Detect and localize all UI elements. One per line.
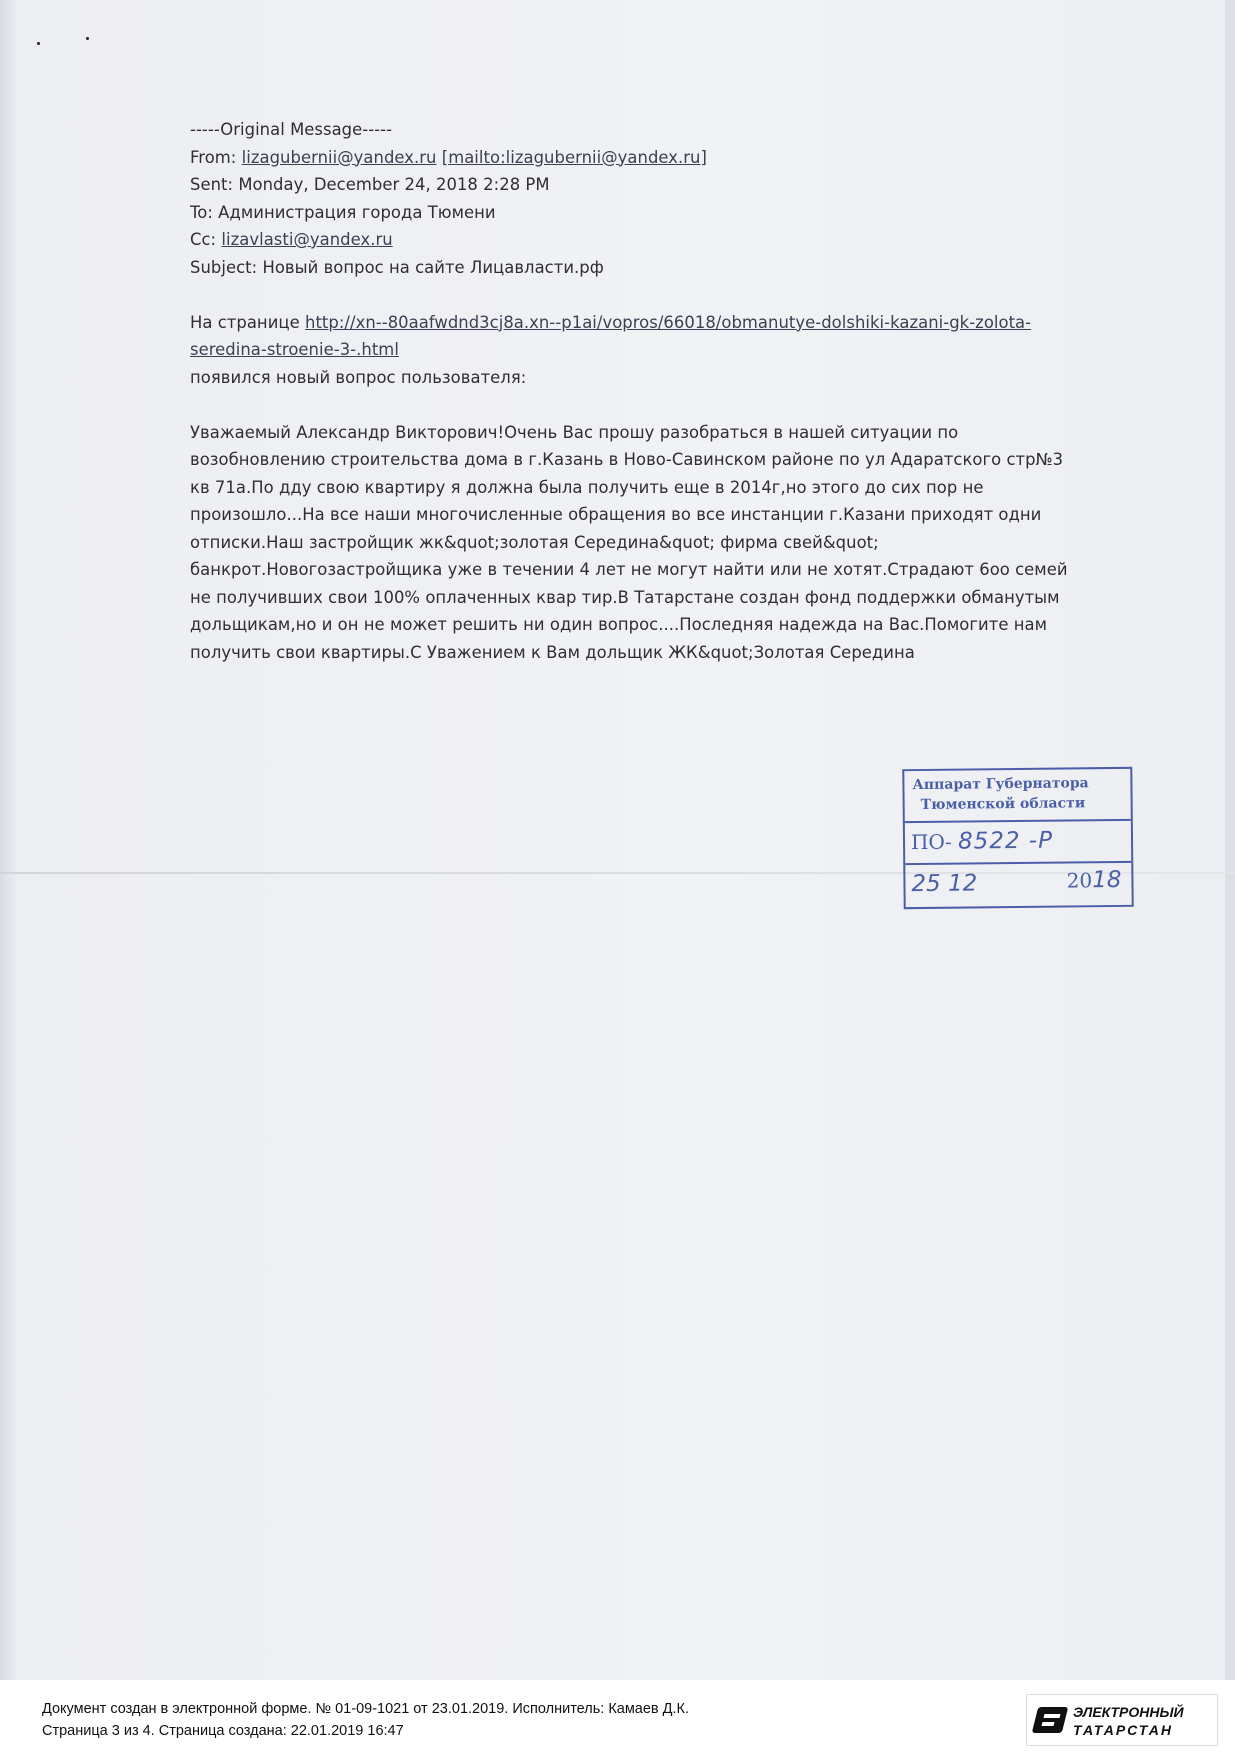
body-line: дольщикам,но и он не может решить ни один вопрос....Последняя надежда на Вас.Помогите нам: [190, 615, 1047, 634]
body-line: получить свои квартиры.С Уважением к Вам дольщик ЖК&quot;Золотая Середина: [190, 642, 915, 662]
new-question-notice: появился новый вопрос пользователя:: [190, 367, 527, 387]
stamp-org-line-2: Тюменской области: [920, 795, 1086, 814]
question-url-link[interactable]: http://xn--80aafwdnd3cj8a.xn--p1ai/vopros/66018/obmanutye-dolshiki-kazani-gk-zolota-: [305, 312, 1032, 332]
sent-line: Sent: Monday, December 24, 2018 2:28 PM: [190, 175, 550, 194]
registration-stamp: [902, 767, 1133, 909]
stamp-number-handwritten: 8522 -Р: [957, 827, 1054, 855]
stamp-number-prefix: ПО-: [910, 829, 952, 855]
original-message-header: -----Original Message-----: [190, 120, 393, 139]
body-line: отписки.Наш застройщик жк&quot;золотая Середина&quot; фирма свей&quot;: [190, 532, 879, 552]
body-line: Уважаемый Александр Викторович!Очень Вас прошу разобраться в нашей ситуации по: [190, 422, 959, 442]
subject-line: Subject: Новый вопрос на сайте Лицавласти.рф: [190, 257, 604, 277]
page-edge-shadow: [1225, 0, 1235, 1680]
stamp-divider: [905, 819, 1131, 823]
cc-email-link[interactable]: lizavlasti@yandex.ru: [221, 230, 393, 249]
stamp-registration-number: [911, 828, 1053, 855]
email-printout: [190, 116, 1150, 666]
from-label: From:: [190, 147, 242, 167]
blank-line: [190, 281, 1150, 309]
page-url-line-2: [190, 336, 1150, 364]
logo-e-icon: [1032, 1707, 1068, 1733]
body-line: возобновлению строительства дома в г.Казань в Ново-Савинском районе по ул Адаратского стр№3: [190, 450, 1064, 469]
cc-line: [190, 226, 1150, 254]
document-footer: [0, 1680, 1235, 1754]
logo-text-line-2: ТАТАРСТАН: [1073, 1722, 1173, 1738]
electronic-tatarstan-logo: [1026, 1694, 1218, 1746]
body-line: банкрот.Новогозастройщика уже в течении 4 лет не могут найти или не хотят.Страдают 6оо семей: [190, 560, 1068, 579]
stamp-year-handwritten: 18: [1092, 866, 1122, 894]
body-line: произошло...На все наши многочисленные обращения во все инстанции г.Казани приходят одни: [190, 505, 1042, 524]
body-line: кв 71а.По дду свою квартиру я должна была получить еще в 2014г,но этого до сих пор не: [190, 477, 984, 497]
from-line: [190, 144, 1150, 172]
body-line: не получивших свои 100% оплаченных квар тир.В Татарстане создан фонд поддержки обманутым: [190, 587, 1060, 607]
logo-text-line-1: ЭЛЕКТРОННЫЙ: [1073, 1704, 1184, 1720]
stamp-date: [911, 866, 1125, 898]
question-url-link-continued[interactable]: seredina-stroenie-3-.html: [190, 340, 399, 359]
stamp-date-handwritten: 25 12: [911, 870, 978, 898]
from-mailto-link[interactable]: [mailto:lizagubernii@yandex.ru]: [441, 147, 707, 167]
stamp-org-line-1: Аппарат Губернатора: [912, 775, 1089, 794]
page-url-line-1: [190, 309, 1150, 337]
footer-info: [42, 1698, 689, 1742]
from-email-link[interactable]: lizagubernii@yandex.ru: [241, 147, 437, 167]
scan-speck: [86, 37, 89, 40]
scan-speck: [37, 42, 40, 45]
stamp-year: [1067, 867, 1122, 894]
question-body: [190, 419, 1150, 667]
cc-label: Cc:: [190, 230, 222, 249]
footer-document-line: Документ создан в электронной форме. № 01-09-1021 от 23.01.2019. Исполнитель: Камаев Д.К.: [42, 1701, 689, 1717]
footer-page-line: Страница 3 из 4. Страница создана: 22.01.2019 16:47: [42, 1723, 404, 1739]
page-prefix: На странице: [190, 312, 306, 332]
stamp-year-prefix: 20: [1066, 868, 1093, 893]
to-line: To: Администрация города Тюмени: [190, 202, 496, 222]
stamp-divider: [905, 861, 1131, 865]
